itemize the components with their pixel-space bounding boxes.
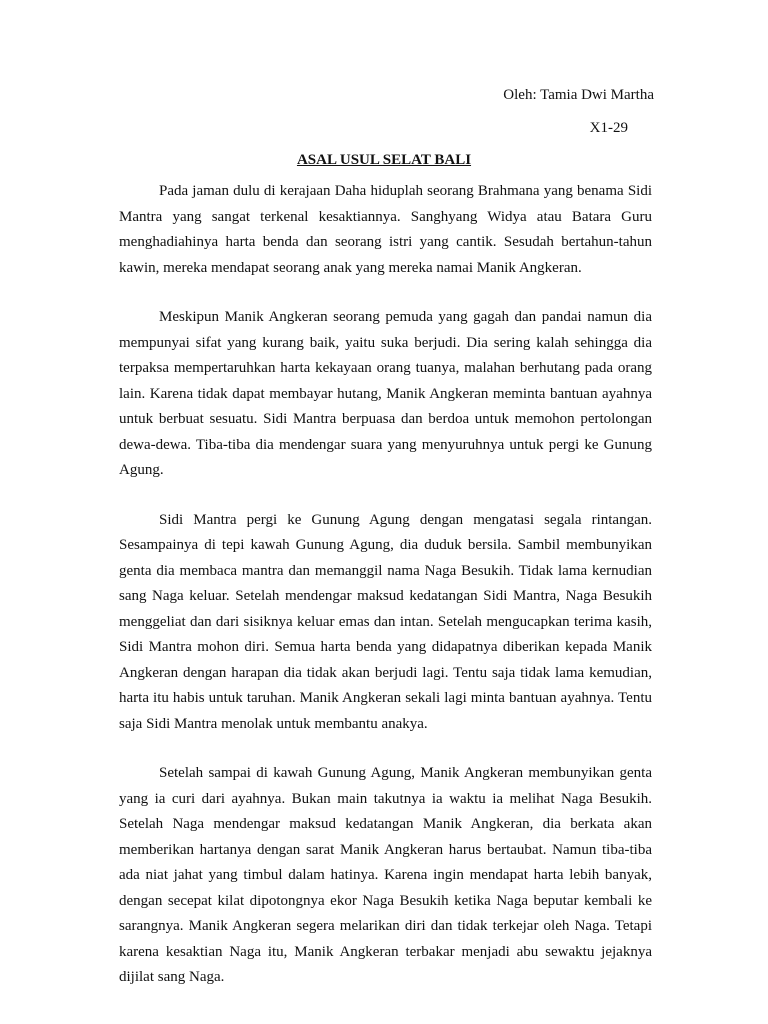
- paragraph-2: Meskipun Manik Angkeran seorang pemuda yang gagah dan pandai namun dia mempunyai sifat yang kurang baik, yaitu suka berjudi. Dia sering kalah sehingga dia terpaksa mempertaruhkan harta kekayaan orang tuanya, malahan berhutang pada orang lain. Karena tidak dapat membayar hutang, Manik Angkeran meminta bantuan ayahnya untuk berbuat sesuatu. Sidi Mantra berpuasa dan berdoa untuk memohon pertolongan dewa-dewa. Tiba-tiba dia mendengar suara yang menyuruhnya untuk pergi ke Gunung Agung.: [119, 309, 652, 478]
- story-title: ASAL USUL SELAT BALI: [296, 152, 472, 168]
- paragraph-3: Sidi Mantra pergi ke Gunung Agung dengan mengatasi segala rintangan. Sesampainya di tepi kawah Gunung Agung, dia duduk bersila. Sambil membunyikan genta dia membaca mantra dan memanggil nama Naga Besukih. Tidak lama kernudian sang Naga keluar. Setelah mendengar maksud kedatangan Sidi Mantra, Naga Besukih menggeliat dan dari sisiknya keluar emas dan intan. Setelah mengucapkan terima kasih, Sidi Mantra mohon diri. Semua harta benda yang didapatnya diberikan kepada Manik Angkeran dengan harapan dia tidak akan berjudi lagi. Tentu saja tidak lama kemudian, harta itu habis untuk taruhan. Manik Angkeran sekali lagi minta bantuan ayahnya. Tentu saja Sidi Mantra menolak untuk membantu anakya.: [119, 511, 652, 732]
- author-line: Oleh: Tamia Dwi Martha: [503, 87, 654, 103]
- story-body: [119, 179, 652, 1015]
- paragraph-4: Setelah sampai di kawah Gunung Agung, Manik Angkeran membunyikan genta yang ia curi dari ayahnya. Bukan main takutnya ia waktu ia melihat Naga Besukih. Setelah Naga mendengar maksud kedatangan Manik Angkeran, dia berkata akan memberikan hartanya dengan sarat Manik Angkeran harus bertaubat. Namun tiba-tiba ada niat jahat yang timbul dalam hatinya. Karena ingin mendapat harta lebih banyak, dengan secepat kilat dipotongnya ekor Naga Besukih ketika Naga beputar kembali ke sarangnya. Manik Angkeran segera melarikan diri dan tidak terkejar oleh Naga. Tetapi karena kesaktian Naga itu, Manik Angkeran terbakar menjadi abu sewaktu jejaknya dijilat sang Naga.: [119, 765, 652, 985]
- paragraph-1: Pada jaman dulu di kerajaan Daha hiduplah seorang Brahmana yang benama Sidi Mantra yang sangat terkenal kesaktiannya. Sanghyang Widya atau Batara Guru menghadiahinya harta benda dan seorang istri yang cantik. Sesudah bertahun-tahun kawin, mereka mendapat seorang anak yang mereka namai Manik Angkeran.: [119, 183, 652, 276]
- class-code: X1-29: [589, 120, 628, 136]
